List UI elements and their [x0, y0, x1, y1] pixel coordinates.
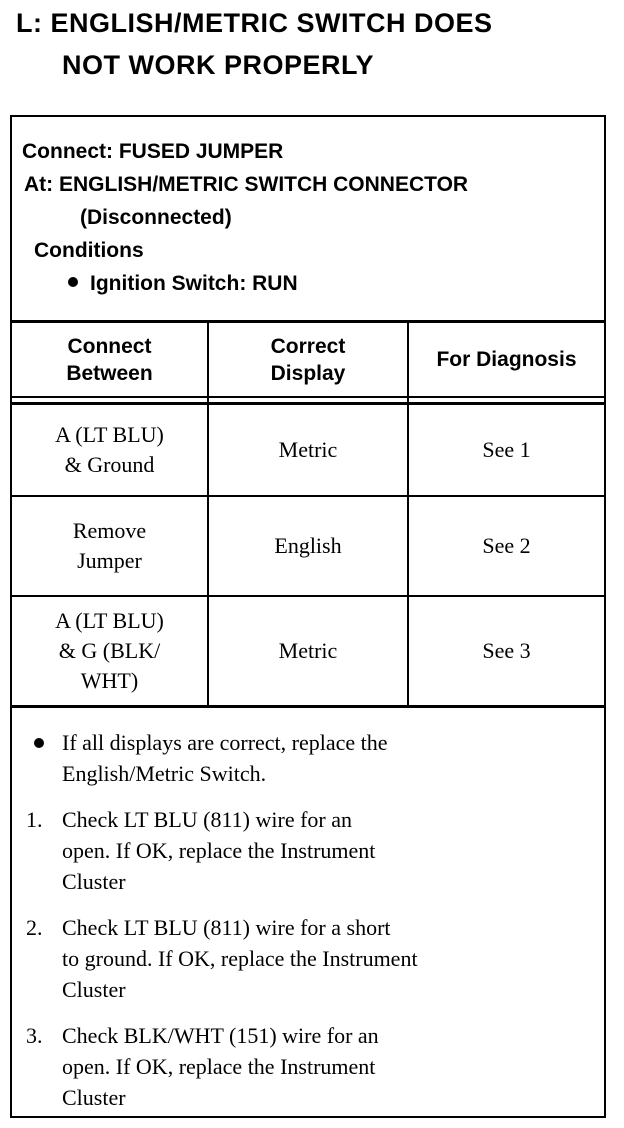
note-item-1-line-2: open. If OK, replace the Instrument — [62, 838, 376, 863]
divider-header-1 — [12, 396, 604, 398]
note-item-1 — [26, 804, 418, 897]
note-item-3-marker: 3. — [26, 1023, 43, 1048]
at-note: (Disconnected) — [80, 206, 232, 229]
row-3-diagnosis: See 3 — [482, 638, 531, 663]
title-line-1: L: ENGLISH/METRIC SWITCH DOES — [16, 8, 493, 38]
note-item-3 — [26, 1020, 418, 1113]
note-item-2-line-2: to ground. If OK, replace the Instrument — [62, 946, 418, 971]
row-2-diagnosis: See 2 — [482, 533, 531, 558]
row-2-connect-line-2: Jumper — [77, 548, 142, 573]
row-1-connect-line-1: A (LT BLU) — [55, 422, 164, 447]
bullet-icon — [68, 277, 78, 287]
note-item-3-line-3: Cluster — [62, 1085, 126, 1110]
row-2-connect-line-1: Remove — [72, 518, 147, 543]
test-setup — [22, 135, 468, 300]
header-correct-display — [209, 323, 407, 396]
note-item-2-line-3: Cluster — [62, 977, 126, 1002]
note-item-2-marker: 2. — [26, 915, 43, 940]
condition-text: Ignition Switch: RUN — [90, 272, 298, 295]
header-connect-between — [12, 323, 207, 396]
note-item-1-line-1: Check LT BLU (811) wire for an — [62, 807, 353, 832]
conditions-label: Conditions — [34, 239, 144, 262]
header-connect-line-2: Between — [66, 361, 153, 385]
condition-item — [22, 267, 468, 300]
note-item-2-line-1: Check LT BLU (811) wire for a short — [62, 915, 391, 940]
header-for-diagnosis: For Diagnosis — [436, 348, 577, 371]
note-item-2 — [26, 912, 418, 1005]
row-3-display: Metric — [278, 638, 338, 663]
row-1-connect — [12, 405, 207, 495]
note-bullet — [26, 727, 418, 789]
note-item-3-line-1: Check BLK/WHT (151) wire for an — [62, 1023, 379, 1048]
row-2-connect — [12, 497, 207, 595]
divider-table-end — [12, 705, 604, 708]
row-3-connect — [12, 597, 207, 705]
row-2-display: English — [274, 533, 342, 558]
at-instruction: At: ENGLISH/METRIC SWITCH CONNECTOR — [24, 173, 469, 196]
note-item-3-line-2: open. If OK, replace the Instrument — [62, 1054, 376, 1079]
bullet-icon — [34, 738, 44, 748]
row-1-diagnosis: See 1 — [482, 437, 531, 462]
diagnostic-chart — [10, 115, 606, 1118]
header-connect-line-1: Connect — [67, 334, 152, 358]
header-display-line-2: Display — [270, 361, 346, 385]
diagnosis-notes — [26, 727, 418, 1128]
note-item-1-line-3: Cluster — [62, 869, 126, 894]
page-title — [16, 2, 493, 86]
row-3-connect-line-1: A (LT BLU) — [55, 608, 164, 633]
row-3-connect-line-3: WHT) — [80, 668, 139, 693]
title-line-2: NOT WORK PROPERLY — [62, 50, 375, 80]
connect-instruction: Connect: FUSED JUMPER — [22, 140, 284, 163]
row-3-connect-line-2: & G (BLK/ — [58, 638, 161, 663]
row-1-connect-line-2: & Ground — [64, 452, 155, 477]
note-bullet-line-1: If all displays are correct, replace the — [62, 730, 388, 755]
note-item-1-marker: 1. — [26, 807, 43, 832]
note-bullet-line-2: English/Metric Switch. — [62, 761, 267, 786]
header-display-line-1: Correct — [270, 334, 346, 358]
row-1-display: Metric — [278, 437, 338, 462]
